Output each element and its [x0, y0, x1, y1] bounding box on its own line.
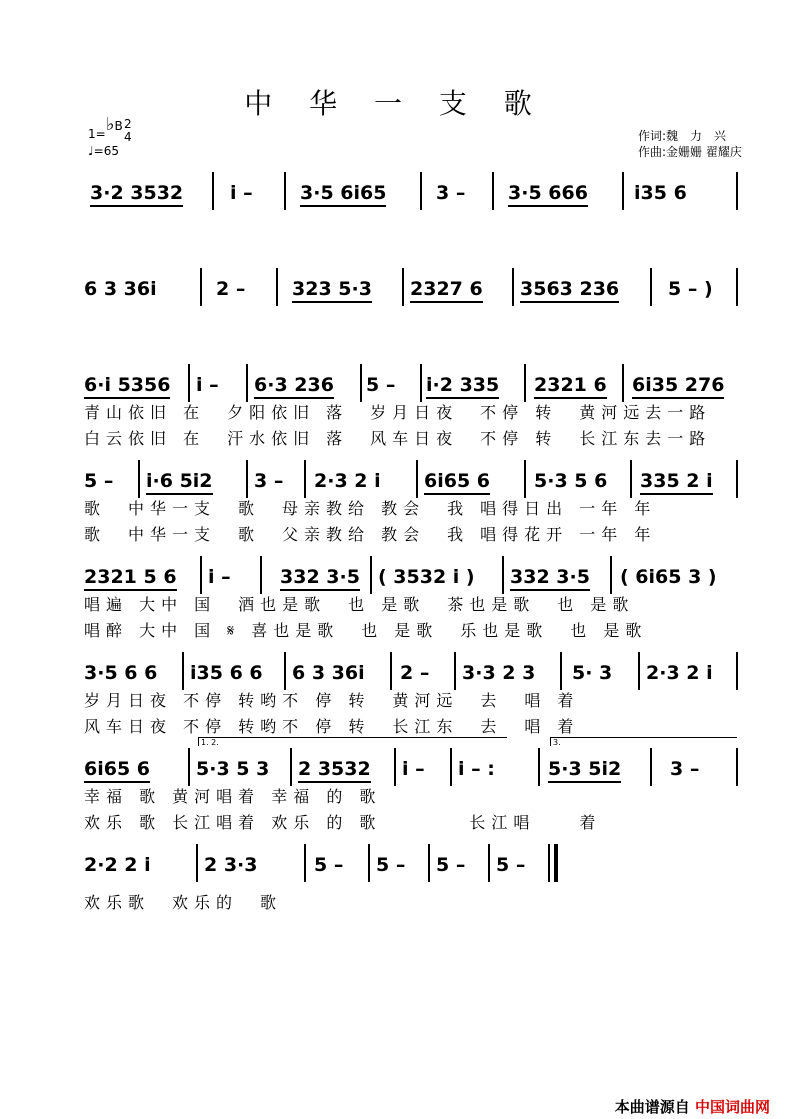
barline — [650, 268, 652, 306]
measure: 5 – — [314, 854, 344, 876]
measure: i35 6 — [634, 182, 687, 204]
measure: 5 – — [376, 854, 406, 876]
barline — [736, 172, 738, 210]
measure: 2·3 2 i — [646, 662, 713, 684]
barline — [284, 172, 286, 210]
barline — [138, 460, 140, 498]
lyric-line: 白云依旧 在 汗水依旧 落 风车日夜 不停 转 长江东去一路 — [84, 429, 712, 448]
measure: i – — [196, 374, 219, 396]
measure: 3·3 2 3 — [462, 662, 536, 684]
volta-1-2: 1. 2. — [198, 737, 507, 746]
lyric-line: 唱遍 大中 国 酒也是歌 也 是歌 茶也是歌 也 是歌 — [84, 595, 635, 614]
barline — [304, 844, 306, 882]
barline — [246, 364, 248, 402]
barline — [212, 172, 214, 210]
lyric-line: 岁月日夜 不停 转哟不 停 转 黄河远 去 唱 着 — [84, 691, 580, 710]
time-top: 2 — [124, 117, 132, 131]
measure: ( 3532 i ) — [378, 566, 475, 588]
measure: 5 – — [436, 854, 466, 876]
key-note: B — [114, 119, 123, 133]
barline — [512, 268, 514, 306]
barline — [638, 652, 640, 690]
credits — [638, 128, 742, 160]
measure: 5·3 5i2 — [548, 758, 621, 783]
lyric-line: 歌 中华一支 歌 母亲教给 教会 我 唱得日出 一年 年 — [84, 499, 657, 518]
time-signature — [124, 118, 132, 144]
source-footer — [615, 1096, 770, 1117]
barline — [200, 268, 202, 306]
measure: 2327 6 — [410, 278, 483, 303]
barline — [402, 268, 404, 306]
barline — [276, 268, 278, 306]
barline — [304, 460, 306, 498]
barline — [428, 844, 430, 882]
measure: 332 3·5 — [280, 566, 360, 591]
barline — [736, 652, 738, 690]
barline — [622, 172, 624, 210]
lyric-line: 幸福 歌 黄河唱着 幸福 的 歌 — [84, 787, 382, 806]
measure: 6 3 36i — [292, 662, 365, 684]
lyric-line: 青山依旧 在 夕阳依旧 落 岁月日夜 不停 转 黄河远去一路 — [84, 403, 712, 422]
measure: 5 – — [496, 854, 526, 876]
barline — [246, 460, 248, 498]
lyric-line: 风车日夜 不停 转哟不 停 转 长江东 去 唱 着 — [84, 717, 580, 736]
barline — [420, 172, 422, 210]
barline — [260, 556, 262, 594]
barline — [650, 748, 652, 786]
barline — [454, 652, 456, 690]
barline — [182, 652, 184, 690]
flat-icon: ♭B — [106, 114, 123, 135]
key-label: 1= — [88, 127, 106, 141]
lyric-line: 欢乐歌 欢乐的 歌 — [84, 893, 283, 912]
measure: 3563 236 — [520, 278, 619, 303]
barline — [492, 172, 494, 210]
barline — [524, 364, 526, 402]
measure: 6 3 36i — [84, 278, 157, 300]
barline — [630, 460, 632, 498]
barline — [416, 460, 418, 498]
lyric-line: 欢乐 歌 长江唱着 欢乐 的 歌 长江唱 着 — [84, 813, 602, 832]
measure: 2 3532 — [298, 758, 371, 783]
barline — [538, 748, 540, 786]
measure: i – — [402, 758, 425, 780]
lyric-line: 歌 中华一支 歌 父亲教给 教会 我 唱得花开 一年 年 — [84, 525, 657, 544]
measure: 2 3·3 — [204, 854, 258, 876]
barline — [502, 556, 504, 594]
final-barline — [554, 844, 558, 882]
barline — [370, 556, 372, 594]
measure: i – : — [458, 758, 495, 780]
barline — [188, 364, 190, 402]
measure: 6·i 5356 — [84, 374, 170, 399]
measure: 3 – — [254, 470, 284, 492]
measure: 323 5·3 — [292, 278, 372, 303]
tempo-mark: ♩=65 — [88, 144, 119, 158]
measure: 3·5 666 — [508, 182, 588, 207]
barline — [188, 748, 190, 786]
barline — [196, 844, 198, 882]
measure: i35 6 6 — [190, 662, 263, 684]
barline — [360, 364, 362, 402]
measure: 5·3 5 6 — [534, 470, 608, 492]
measure: i·6 5i2 — [146, 470, 213, 495]
measure: 6i35 276 — [632, 374, 724, 399]
measure: 6i65 6 — [424, 470, 490, 495]
measure: 2 – — [400, 662, 430, 684]
measure: 3·5 6 6 — [84, 662, 158, 684]
volta-3: 3. — [550, 737, 737, 746]
barline — [736, 268, 738, 306]
song-title: 中 华 一 支 歌 — [244, 87, 546, 120]
barline — [390, 652, 392, 690]
measure: i·2 335 — [426, 374, 499, 399]
measure: 5 – — [84, 470, 114, 492]
barline — [368, 844, 370, 882]
barline — [736, 460, 738, 498]
barline — [524, 460, 526, 498]
barline — [736, 748, 738, 786]
measure: i – — [208, 566, 231, 588]
measure: 3 – — [670, 758, 700, 780]
key-signature — [88, 114, 132, 158]
barline — [548, 844, 550, 882]
measure: 3·5 6i65 — [300, 182, 386, 207]
measure: 6·3 236 — [254, 374, 334, 399]
footer-label: 本曲谱源自 — [614, 1098, 690, 1116]
composer: 作曲:金姗姗 翟耀庆 — [638, 145, 742, 159]
measure: 2 – — [216, 278, 246, 300]
barline — [200, 556, 202, 594]
measure: 5 – ) — [668, 278, 713, 300]
measure: 3 – — [436, 182, 466, 204]
lyric-line: 唱醉 大中 国 𝄋 喜也是歌 也 是歌 乐也是歌 也 是歌 — [84, 621, 648, 640]
barline — [610, 556, 612, 594]
lyricist: 作词:魏 力 兴 — [638, 129, 727, 143]
barline — [290, 748, 292, 786]
measure: 2321 5 6 — [84, 566, 177, 591]
measure: 2·2 2 i — [84, 854, 151, 876]
measure: ( 6i65 3 ) — [620, 566, 717, 588]
barline — [622, 364, 624, 402]
barline — [450, 748, 452, 786]
measure: 6i65 6 — [84, 758, 150, 783]
barline — [488, 844, 490, 882]
measure: 2·3 2 i — [314, 470, 381, 492]
measure: 332 3·5 — [510, 566, 590, 591]
measure: 5·3 5 3 — [196, 758, 270, 780]
measure: 2321 6 — [534, 374, 607, 399]
barline — [284, 652, 286, 690]
barline — [420, 364, 422, 402]
barline — [560, 652, 562, 690]
site-name[interactable]: 中国词曲网 — [694, 1098, 770, 1116]
measure: 5 – — [366, 374, 396, 396]
measure: 335 2 i — [640, 470, 713, 495]
time-bottom: 4 — [124, 130, 132, 144]
barline — [394, 748, 396, 786]
measure: 5· 3 — [572, 662, 613, 684]
measure: 3·2 3532 — [90, 182, 183, 207]
measure: i – — [230, 182, 253, 204]
